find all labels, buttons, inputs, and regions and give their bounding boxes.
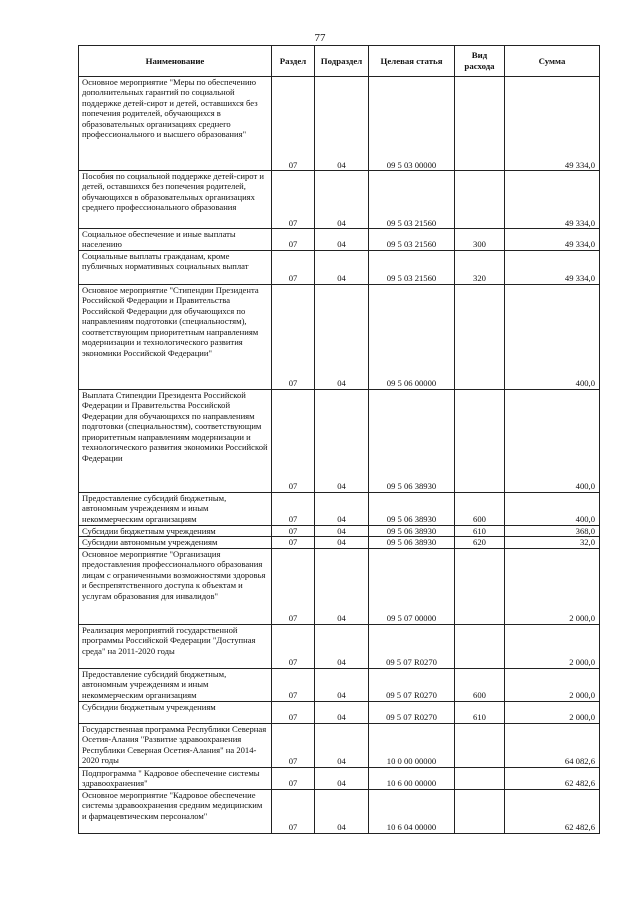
cell-name: Основное мероприятие "Кадровое обеспечение системы здравоохранения средним медицинским и фармацевтическим персоналом" (79, 789, 272, 833)
cell-name: Основное мероприятие "Стипендии Президента Российской Федерации и Правительства Российской Федерации для обучающихся по направлениям подготовки (специальностям), соответствующим приоритетным направлениям модернизации и технологического развития экономики Российской Федерации" (79, 284, 272, 389)
table-row (79, 250, 600, 284)
cell-name: Субсидии бюджетным учреждениям (79, 525, 272, 536)
cell-sum: 49 334,0 (505, 250, 600, 284)
cell-section: 07 (272, 250, 315, 284)
cell-type (455, 723, 505, 767)
cell-subsection: 04 (315, 624, 369, 668)
budget-table (78, 45, 600, 834)
cell-target: 09 5 06 00000 (369, 284, 455, 389)
cell-target: 09 5 07 R0270 (369, 624, 455, 668)
cell-subsection: 04 (315, 284, 369, 389)
cell-type (455, 171, 505, 229)
cell-subsection: 04 (315, 789, 369, 833)
cell-sum: 49 334,0 (505, 171, 600, 229)
cell-sum: 368,0 (505, 525, 600, 536)
cell-type: 600 (455, 492, 505, 525)
page-number: 77 (314, 32, 326, 44)
table-row (79, 701, 600, 723)
cell-target: 10 6 04 00000 (369, 789, 455, 833)
cell-name: Пособия по социальной поддержке детей-сирот и детей, оставшихся без попечения родителей, обучающихся в образовательных организациях среднего профессионального образования (79, 171, 272, 229)
cell-sum: 49 334,0 (505, 229, 600, 251)
table-row (79, 668, 600, 701)
cell-sum: 32,0 (505, 537, 600, 548)
cell-type (455, 548, 505, 624)
cell-target: 09 5 03 21560 (369, 171, 455, 229)
table-row (79, 723, 600, 767)
cell-subsection: 04 (315, 537, 369, 548)
cell-name: Реализация мероприятий государственной программы Российской Федерации "Доступная среда" на 2011-2020 годы (79, 624, 272, 668)
cell-target: 09 5 06 38930 (369, 525, 455, 536)
cell-target: 09 5 03 21560 (369, 229, 455, 251)
cell-section: 07 (272, 77, 315, 171)
cell-type (455, 389, 505, 492)
cell-type (455, 624, 505, 668)
cell-subsection: 04 (315, 548, 369, 624)
cell-target: 09 5 07 R0270 (369, 701, 455, 723)
cell-name: Социальные выплаты гражданам, кроме публичных нормативных социальных выплат (79, 250, 272, 284)
cell-sum: 62 482,6 (505, 789, 600, 833)
header-target: Целевая статья (369, 46, 455, 77)
cell-subsection: 04 (315, 525, 369, 536)
header-subsection: Подраздел (315, 46, 369, 77)
cell-target: 09 5 03 21560 (369, 250, 455, 284)
cell-subsection: 04 (315, 77, 369, 171)
table-header-row (79, 46, 600, 77)
cell-subsection: 04 (315, 171, 369, 229)
cell-sum: 400,0 (505, 284, 600, 389)
cell-type: 610 (455, 525, 505, 536)
cell-section: 07 (272, 525, 315, 536)
cell-sum: 49 334,0 (505, 77, 600, 171)
cell-subsection: 04 (315, 250, 369, 284)
table-row (79, 229, 600, 251)
cell-section: 07 (272, 767, 315, 789)
table-row (79, 767, 600, 789)
cell-section: 07 (272, 789, 315, 833)
cell-target: 09 5 06 38930 (369, 537, 455, 548)
header-section: Раздел (272, 46, 315, 77)
cell-name: Выплата Стипендии Президента Российской Федерации и Правительства Российской Федерации для обучающихся по направлениям подготовки (специальностям), соответствующим приоритетным направлениям модернизации и технологического развития экономики Российской Федерации (79, 389, 272, 492)
cell-subsection: 04 (315, 389, 369, 492)
cell-type (455, 789, 505, 833)
cell-section: 07 (272, 624, 315, 668)
cell-section: 07 (272, 548, 315, 624)
cell-sum: 64 082,6 (505, 723, 600, 767)
cell-section: 07 (272, 389, 315, 492)
table-row (79, 525, 600, 536)
header-sum: Сумма (505, 46, 600, 77)
header-name: Наименование (79, 46, 272, 77)
cell-type: 600 (455, 668, 505, 701)
cell-type: 610 (455, 701, 505, 723)
cell-name: Социальное обеспечение и иные выплаты населению (79, 229, 272, 251)
cell-type (455, 284, 505, 389)
cell-type: 300 (455, 229, 505, 251)
cell-sum: 62 482,6 (505, 767, 600, 789)
cell-type (455, 767, 505, 789)
cell-type (455, 77, 505, 171)
table-row (79, 171, 600, 229)
cell-section: 07 (272, 284, 315, 389)
cell-sum: 2 000,0 (505, 548, 600, 624)
cell-section: 07 (272, 701, 315, 723)
cell-name: Подпрограмма " Кадровое обеспечение системы здравоохранения" (79, 767, 272, 789)
cell-type: 620 (455, 537, 505, 548)
cell-type: 320 (455, 250, 505, 284)
cell-name: Субсидии автономным учреждениям (79, 537, 272, 548)
cell-target: 10 6 00 00000 (369, 767, 455, 789)
cell-name: Государственная программа Республики Северная Осетия-Алания "Развитие здравоохранения Республики Северная Осетия-Алания" на 2014-2020 годы (79, 723, 272, 767)
cell-subsection: 04 (315, 767, 369, 789)
table-row (79, 789, 600, 833)
table-row (79, 624, 600, 668)
cell-section: 07 (272, 229, 315, 251)
table-row (79, 492, 600, 525)
cell-target: 09 5 06 38930 (369, 492, 455, 525)
cell-name: Основное мероприятие "Организация предоставления профессионального образования лицам с ограниченными возможностями здоровья и беспрепятственного доступа к объектам и услугам образования для инвалидов" (79, 548, 272, 624)
cell-target: 09 5 07 R0270 (369, 668, 455, 701)
cell-target: 09 5 03 00000 (369, 77, 455, 171)
header-type: Вид расхода (455, 46, 505, 77)
cell-sum: 2 000,0 (505, 624, 600, 668)
table-row (79, 77, 600, 171)
cell-sum: 400,0 (505, 389, 600, 492)
cell-target: 09 5 06 38930 (369, 389, 455, 492)
cell-target: 09 5 07 00000 (369, 548, 455, 624)
cell-section: 07 (272, 171, 315, 229)
cell-subsection: 04 (315, 701, 369, 723)
table-row (79, 548, 600, 624)
table-row (79, 389, 600, 492)
cell-subsection: 04 (315, 668, 369, 701)
table-body (79, 77, 600, 834)
table-row (79, 284, 600, 389)
cell-subsection: 04 (315, 723, 369, 767)
cell-name: Субсидии бюджетным учреждениям (79, 701, 272, 723)
table-row (79, 537, 600, 548)
cell-name: Основное мероприятие "Меры по обеспечению дополнительных гарантий по социальной поддержке детей-сирот и детей, оставшихся без попечения родителей, обучающихся в образовательных организациях среднего профессионального и высшего образования" (79, 77, 272, 171)
cell-name: Предоставление субсидий бюджетным, автономным учреждениям и иным некоммерческим организациям (79, 668, 272, 701)
cell-sum: 400,0 (505, 492, 600, 525)
cell-section: 07 (272, 492, 315, 525)
cell-subsection: 04 (315, 229, 369, 251)
cell-sum: 2 000,0 (505, 701, 600, 723)
cell-section: 07 (272, 537, 315, 548)
cell-sum: 2 000,0 (505, 668, 600, 701)
cell-name: Предоставление субсидий бюджетным, автономным учреждениям и иным некоммерческим организациям (79, 492, 272, 525)
cell-section: 07 (272, 668, 315, 701)
cell-section: 07 (272, 723, 315, 767)
cell-target: 10 0 00 00000 (369, 723, 455, 767)
cell-subsection: 04 (315, 492, 369, 525)
